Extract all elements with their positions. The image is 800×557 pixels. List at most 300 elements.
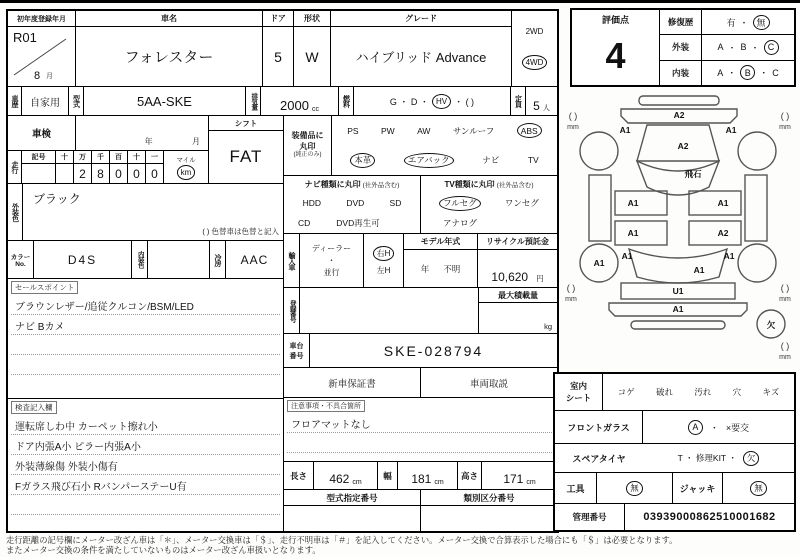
left-rear-door-code: A1 [627, 228, 639, 238]
color-no-label-top: カラー [10, 253, 31, 261]
digit-header: 千 [92, 151, 109, 164]
shaken-shift-block [8, 116, 283, 184]
model-code-value: 5AA-SKE [84, 87, 246, 115]
equip-abs-circled: ABS [517, 123, 542, 138]
km-circled: km [177, 165, 196, 180]
navi-sd: SD [389, 198, 402, 208]
equipment-label-1: 装備品に [291, 131, 324, 141]
spare-tire-row [555, 444, 794, 473]
door-label: ドア [263, 11, 293, 27]
documents-block [284, 368, 557, 398]
equipment-block [284, 116, 557, 176]
rear-glass-code: A1 [693, 265, 705, 275]
seat-opt-hole: 穴 [732, 387, 742, 397]
equip-tv: TV [527, 155, 539, 166]
mileage-digit-col [56, 151, 74, 183]
width-cell [398, 462, 458, 489]
front-glass-value [643, 411, 794, 443]
fuel-label: 燃料 [339, 87, 354, 115]
recycle-value-cell [478, 250, 557, 287]
right-front-door-code: A1 [717, 198, 729, 208]
footer-notes [6, 535, 786, 556]
chassis-label-bot: 番号 [289, 352, 304, 360]
fuel-paren: ・ ( ) [454, 96, 475, 107]
car-name-label: 車名 [76, 11, 262, 27]
grade-a: A [717, 42, 724, 53]
repair-no-circled: 無 [753, 15, 770, 30]
rear-glass-shape [629, 249, 727, 283]
front-left-wheel [580, 132, 618, 170]
exterior-color-row [8, 184, 283, 241]
equip-pw: PW [380, 125, 395, 136]
navi-dvd-play: DVD再生可 [336, 218, 380, 228]
seat-opt-burn: コゲ [617, 387, 635, 397]
spare-tire-options: T ・ 修理KIT ・ [677, 453, 737, 463]
mileage-unit-col [164, 151, 208, 183]
footer-line-1: 走行距離の記号欄にメーター改ざん車は「＊」、メーター交換車は「＄」、走行不明車は「＃」を記入してください。メーター交換で合算表示した場合にも「＄」は必要となります。 [6, 535, 678, 545]
displacement-unit: cc [311, 106, 319, 113]
interior-color-value [148, 241, 210, 278]
evaluation-score: 4 [605, 34, 626, 76]
evaluation-score-cell [572, 10, 660, 85]
digit-value: 0 [151, 166, 158, 181]
import-dealer: ディーラー [311, 243, 352, 253]
first-registration-label: 初年度登録年月 [8, 11, 75, 27]
handle-cell [364, 234, 404, 287]
chassis-value: SKE-028794 [383, 342, 484, 359]
capacity-label: 定員 [511, 87, 526, 115]
tools-row [555, 473, 794, 504]
seat-label-top: 室内 [569, 381, 587, 391]
chassis-label [284, 334, 310, 367]
height-label: 高さ [458, 462, 482, 489]
interior-grade-label: 内装 [660, 61, 702, 85]
spec-row [8, 87, 557, 116]
color-no-row [8, 241, 283, 279]
car-name-value: フォレスター [124, 49, 214, 66]
registration-number-label: 登録番号 [284, 288, 300, 333]
mileage-sign-value [22, 164, 55, 183]
dot: ・ [739, 17, 749, 28]
drive-type-cell [512, 11, 557, 86]
exterior-grade-c-circled: C [764, 40, 779, 55]
shaken-date-cell [76, 116, 208, 150]
mileage-label: 走行 [8, 151, 22, 183]
equip-leather-circled: 本革 [350, 153, 375, 168]
equipment-options [332, 116, 557, 175]
sales-point-line: ナビ Bカメ [11, 315, 280, 335]
navi-type-title: ナビ種類に丸印 [304, 180, 361, 189]
dot: ・ [727, 42, 737, 53]
interior-grade-row [660, 61, 794, 85]
navi-type-header [284, 176, 420, 193]
length-value: 462 [329, 472, 350, 486]
rear-bumper-code: A1 [672, 304, 684, 314]
shift-cell [209, 116, 283, 183]
sales-point-line: ブラウンレザー/追従クルコン/BSM/LED [11, 295, 280, 315]
mileage-sign-col [22, 151, 56, 183]
car-diagram-svg [559, 91, 799, 371]
navi-tv-block [284, 176, 557, 234]
displacement-cell [261, 87, 339, 115]
repair-yes: 有 [726, 17, 736, 28]
exterior-color-label: 外装色 [8, 184, 23, 240]
navi-type-note: (社外品含む) [362, 182, 400, 189]
front-right-wheel [738, 132, 776, 170]
spare-tire-missing-circled: 欠 [743, 451, 760, 466]
reg-month-unit: 月 [46, 73, 53, 80]
rear-edge-bar [631, 321, 725, 329]
car-damage-diagram [559, 91, 799, 371]
mm-unit: mm [567, 124, 579, 131]
max-load-label: 最大積載量 [479, 288, 557, 303]
digit-header: 十 [56, 151, 73, 164]
shaken-label: 車検 [8, 116, 76, 150]
model-year-cell [404, 234, 478, 287]
shift-label: シフト [209, 116, 283, 131]
grade-a: A [717, 67, 724, 78]
mm-unit: mm [779, 296, 791, 303]
right-quarter-code: A1 [723, 251, 735, 261]
registration-number-block [284, 288, 557, 334]
interior-color-label: 内装色 [132, 241, 148, 278]
digit-value: 8 [97, 166, 104, 181]
designation-number-value [284, 506, 420, 531]
sales-point-line [11, 355, 280, 375]
repair-history-value [702, 10, 794, 34]
grade-c: C [772, 67, 779, 78]
capacity-cell [526, 87, 557, 115]
model-code-label: 型式 [69, 87, 84, 115]
max-load-cell [479, 288, 557, 333]
color-change-note: ( ) 色替車は色替と記入 [202, 227, 279, 236]
body-row [8, 116, 557, 531]
designation-number-label: 型式指定番号 [284, 490, 420, 506]
evaluation-score-label: 評価点 [601, 15, 629, 25]
max-load-kg: kg [544, 322, 552, 331]
shaken-row [8, 116, 208, 151]
classification-number-label: 類別区分番号 [421, 490, 557, 506]
tv-type-row-1 [421, 193, 557, 213]
right-rear-door [689, 221, 741, 245]
right-rear-door-code: A2 [717, 228, 729, 238]
mm-bracket: ( ) [780, 111, 790, 121]
inspector-note-line: 外装薄線傷 外装小傷有 [11, 455, 280, 475]
mile-label: マイル [176, 156, 196, 164]
tv-oneseg: ワンセグ [504, 198, 539, 208]
registration-number-value [300, 288, 479, 333]
history-label: 車歴 [8, 87, 22, 115]
shaken-month-unit: 月 [192, 137, 200, 146]
dot: ・ [750, 42, 760, 53]
exterior-grade-label: 外装 [660, 35, 702, 59]
first-registration-value [8, 27, 75, 86]
recycle-label: リサイクル預託金 [478, 234, 557, 250]
color-no-value: D4S [34, 241, 132, 278]
management-number-value: 03939000862510001682 [643, 511, 776, 523]
front-glass-a-circled: A [688, 420, 703, 435]
displacement-value: 2000 [280, 98, 309, 113]
tv-type-header [421, 176, 557, 193]
jack-none-circled: 無 [750, 481, 767, 496]
inspector-note-line: ドア内張A小 ピラー内張A小 [11, 435, 280, 455]
left-rear-wheel-code: A1 [593, 258, 605, 268]
exterior-grade-row [660, 35, 794, 60]
navi-hdd: HDD [302, 198, 322, 208]
equip-aw: AW [417, 125, 431, 136]
header-row [8, 11, 557, 87]
digit-header: 万 [74, 151, 91, 164]
right-handle-circled: 右H [373, 246, 395, 261]
windshield-shape [637, 161, 719, 195]
shape-label: 形状 [294, 11, 330, 27]
fuel-cell [354, 87, 511, 115]
equip-navi: ナビ [482, 155, 500, 166]
classification-number-value [421, 506, 557, 531]
grade-cell [331, 11, 512, 86]
exterior-color-value: ブラック [33, 192, 81, 206]
recycle-value: 10,620 [491, 270, 529, 284]
seat-label [555, 374, 603, 410]
designation-number-cell [284, 490, 421, 531]
equipment-row-1 [332, 116, 557, 146]
spare-tire-value [643, 444, 794, 472]
navi-cd: CD [298, 218, 311, 228]
width-value: 181 [411, 472, 432, 486]
seat-opt-stain: 汚れ [694, 387, 712, 397]
spare-tire-label: スペアタイヤ [572, 453, 626, 464]
main-form [6, 9, 559, 533]
tool-none-circled: 無 [626, 481, 643, 496]
left-sill [589, 175, 611, 241]
front-bumper-code: A2 [673, 110, 685, 120]
right-sill [745, 175, 767, 241]
dot: ・ [709, 422, 719, 433]
drive-4wd-circled: 4WD [522, 55, 548, 70]
left-front-door-code: A1 [627, 198, 639, 208]
door-value: 5 [274, 48, 282, 65]
mm-unit: mm [565, 296, 577, 303]
door-cell [263, 11, 294, 86]
evaluation-box [570, 8, 796, 87]
tool-label: 工具 [555, 473, 597, 503]
displacement-label: 排気量 [246, 87, 261, 115]
mileage-digit-col [110, 151, 128, 183]
manual-cell: 車両取説 [469, 378, 508, 390]
mileage-digit-col [128, 151, 146, 183]
mileage-digit-col [92, 151, 110, 183]
equip-sunroof: サンルーフ [452, 125, 495, 136]
reg-year: R01 [13, 30, 37, 45]
shift-value: FAT [229, 147, 263, 166]
front-glass-row [555, 411, 794, 444]
tv-analog: アナログ [443, 218, 478, 228]
model-year-label: モデル年式 [404, 234, 477, 250]
repair-history-label: 修復歴 [660, 10, 702, 34]
front-edge-bar [639, 96, 719, 105]
classification-number-cell [421, 490, 557, 531]
digit-value: 0 [133, 166, 140, 181]
max-load-value [479, 303, 557, 333]
navi-type-cell [284, 176, 421, 233]
inspector-note-line: Fガラス飛び石小 RバンパーステーU有 [11, 475, 280, 495]
equipment-row-2 [332, 146, 557, 176]
car-name-cell [76, 11, 263, 86]
model-year-value [404, 250, 477, 287]
dot: ・ [727, 68, 737, 79]
exterior-color-cell [23, 184, 283, 240]
import-block [284, 234, 557, 288]
left-fender-code: A1 [619, 125, 631, 135]
interior-check-table [553, 372, 796, 532]
equip-ps: PS [347, 125, 359, 136]
windshield-stone-chip: 飛石 [684, 169, 702, 179]
ac-label: 冷房 [210, 241, 226, 278]
chassis-block [284, 334, 557, 368]
footer-line-2: またメーター交換の条件を満たしていないものはメーター改ざん車扱いとなります。 [6, 545, 321, 556]
tv-type-note: (社外品含む) [496, 182, 534, 189]
import-dot: ・ [327, 255, 336, 265]
equipment-label-2: 丸印 [299, 141, 316, 151]
dimensions-block [284, 462, 557, 490]
recycle-cell [478, 234, 557, 287]
left-quarter-code: A1 [621, 251, 633, 261]
length-label: 長さ [284, 462, 314, 489]
color-no-label [8, 241, 34, 278]
digit-value [56, 164, 73, 183]
grade-b: B [740, 42, 747, 53]
inspector-notes-box [8, 399, 283, 531]
exterior-grade-value [702, 35, 794, 59]
shaken-mileage [8, 116, 209, 183]
seat-options [603, 374, 794, 410]
import-label: 輸入車 [284, 234, 300, 287]
left-front-door [615, 191, 667, 215]
mileage-sign-header: 記号 [22, 151, 55, 164]
mm-bracket: ( ) [568, 111, 578, 121]
sales-point-box [8, 279, 283, 399]
warranty-cell: 新車保証書 [284, 368, 421, 397]
fuel-options: G ・ D ・ [389, 96, 429, 107]
missing-part-code: 欠 [766, 320, 776, 330]
length-unit: cm [352, 479, 362, 486]
tool-value [597, 473, 673, 503]
chassis-label-top: 車台 [289, 342, 304, 350]
left-column [8, 116, 284, 531]
grade-label: グレード [331, 11, 511, 27]
model-year-unit: 年 [420, 263, 430, 274]
management-number-row [555, 504, 794, 530]
inspector-note-line [11, 495, 280, 515]
first-registration-cell [8, 11, 76, 86]
seat-opt-scratch: キズ [762, 387, 780, 397]
repair-history-row [660, 10, 794, 35]
type-number-block [284, 490, 557, 531]
equipment-label [284, 116, 332, 175]
ac-value: AAC [240, 252, 269, 267]
navi-type-row-1 [284, 193, 420, 213]
interior-grade-b-circled: B [740, 65, 755, 80]
tv-type-row-2 [421, 213, 557, 233]
mileage-digit-col [146, 151, 164, 183]
import-dealer-cell [300, 234, 364, 287]
interior-grade-value [702, 61, 794, 85]
model-year-unknown: 不明 [443, 263, 461, 274]
right-fender-code: A1 [725, 125, 737, 135]
capacity-value: 5 [533, 99, 540, 113]
equipment-label-3: (純正のみ) [293, 151, 322, 158]
front-glass-label: フロントガラス [555, 411, 643, 443]
height-cell [482, 462, 557, 489]
seat-row [555, 374, 794, 411]
width-label: 幅 [378, 462, 398, 489]
width-unit: cm [434, 479, 444, 486]
digit-value: 2 [79, 166, 86, 181]
shape-value: W [305, 48, 319, 65]
caution-line [287, 433, 554, 453]
caution-tag: 注意事項・不具合箇所 [287, 400, 365, 412]
mm-bracket: ( ) [566, 283, 576, 293]
front-glass-replace: ×要交 [725, 422, 750, 433]
management-number-label: 管理番号 [555, 504, 625, 530]
trunk-code: U1 [672, 286, 684, 296]
caution-box [284, 398, 557, 462]
capacity-unit: 人 [542, 105, 550, 112]
sales-point-line [11, 335, 280, 355]
import-parallel: 並行 [323, 267, 340, 277]
reg-month: 8 [34, 70, 41, 82]
mileage-digit-col [74, 151, 92, 183]
jack-label: ジャッキ [673, 473, 723, 503]
digit-header: 十 [128, 151, 145, 164]
hood-code: A2 [677, 141, 689, 151]
tv-type-cell [421, 176, 557, 233]
left-handle: 左H [376, 265, 391, 275]
inspector-notes-tag: 検査記入欄 [11, 401, 57, 414]
tv-type-title: TV種類に丸印 [444, 180, 495, 189]
history-value: 自家用 [22, 87, 69, 115]
digit-value: 0 [115, 166, 122, 181]
equip-airbag-circled: エアバック [404, 153, 454, 168]
caution-line: フロアマットなし [287, 413, 554, 433]
dot: ・ [759, 68, 769, 79]
height-unit: cm [526, 479, 536, 486]
height-value: 171 [503, 472, 524, 486]
digit-header: 百 [110, 151, 127, 164]
left-rear-door [615, 221, 667, 245]
tv-fullseg-circled: フルセグ [439, 196, 481, 211]
shape-cell [294, 11, 331, 86]
color-no-label-bot: No. [15, 260, 26, 268]
top-border-line [0, 0, 800, 3]
sales-point-tag: セールスポイント [11, 281, 78, 294]
right-front-door [689, 191, 741, 215]
navi-dvd: DVD [346, 198, 365, 208]
grade-value: ハイブリッド Advance [355, 50, 487, 65]
mm-bracket: ( ) [780, 341, 790, 351]
inspector-note-line: 運転席しわ中 カーペット擦れ小 [11, 415, 280, 435]
recycle-yen: 円 [536, 274, 544, 283]
middle-column [284, 116, 557, 531]
shaken-year-unit: 年 [144, 137, 153, 146]
evaluation-grades [660, 10, 794, 85]
navi-type-row-2 [284, 213, 420, 233]
digit-header: 一 [146, 151, 163, 164]
seat-opt-tear: 破れ [655, 387, 673, 397]
mm-bracket: ( ) [780, 283, 790, 293]
drive-2wd: 2WD [525, 26, 544, 36]
mm-unit: mm [779, 124, 791, 131]
